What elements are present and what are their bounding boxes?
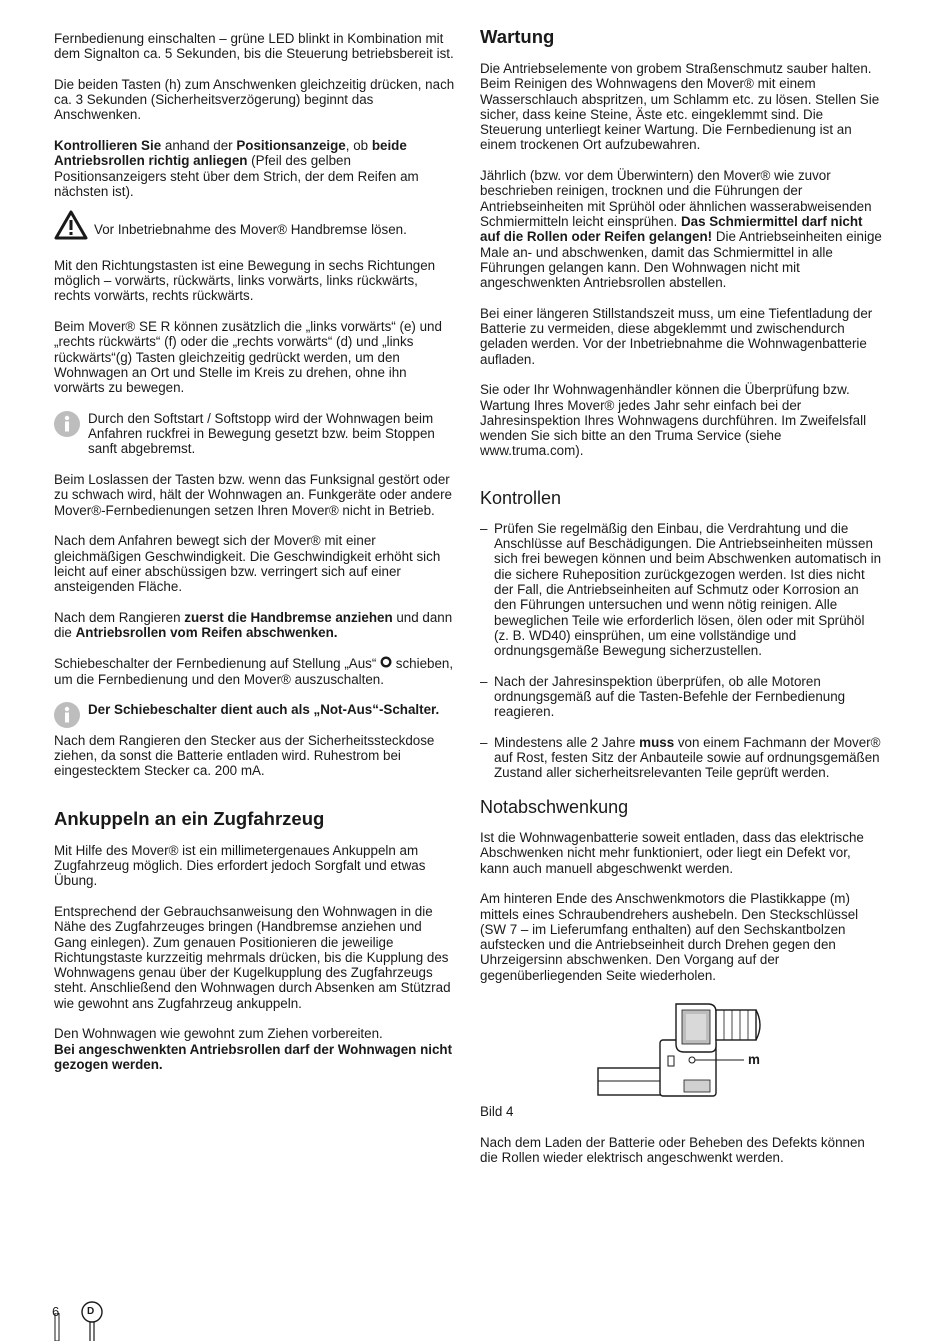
paragraph: Die Antriebselemente von grobem Straßenschmutz sauber halten. Beim Reinigen des Wohnwagens den Mover® mit einem Wasserschlauch abspritzen, um Schlamm etc. zu lösen. Stellen Sie sicher, dass keine Steine, Äste etc. eingeklemmt sind. Die Steuerung unterliegt keiner Wartung. Die Fernbedienung ist an einem trockenen Ort aufzubewahren.	[480, 61, 880, 153]
section-heading: Wartung	[480, 26, 555, 47]
list-item: – Nach der Jahresinspektion überprüfen, ob alle Motoren ordnungsgemäß auf die Tasten-Befehle der Fernbedienung reagieren.	[480, 674, 882, 720]
note-text: Durch den Softstart / Softstopp wird der Wohnwagen beim Anfahren ruckfrei in Bewegung gesetzt bzw. beim Stoppen sanft abgebremst.	[88, 410, 435, 457]
paragraph	[54, 138, 458, 199]
paragraph: Nach dem Anfahren bewegt sich der Mover® mit einer gleichmäßigen Geschwindigkeit. Die Geschwindigkeit erhöht sich leicht auf einer abschüssigen bzw. verringert sich auf einer ansteigenden Fläche.	[54, 533, 441, 595]
bold-text: Bei angeschwenkten Antriebsrollen darf der Wohnwagen nicht gezogen werden.	[54, 1041, 453, 1072]
bold-text: Kontrollieren Sie	[54, 138, 162, 154]
info-note	[54, 411, 458, 457]
warning-triangle-icon	[54, 210, 88, 243]
bold-text: Das Schmiermittel darf nicht auf die Rollen oder Reifen gelangen!	[480, 213, 863, 245]
figure-caption: Bild 4	[480, 1104, 514, 1120]
warning-box	[54, 215, 458, 243]
bold-text: Antriebsrollen vom Reifen abschwenken.	[75, 624, 338, 640]
warning-text: Vor Inbetriebnahme des Mover® Handbremse lösen.	[94, 221, 407, 237]
paragraph: Bei einer längeren Stillstandszeit muss, um eine Tiefentladung der Batterie zu vermeiden, diese abgeklemmt und zwischendurch geladen werden. Vor der Inbetriebnahme die Wohnwagenbatterie aufladen.	[480, 305, 873, 367]
paragraph: Beim Loslassen der Tasten bzw. wenn das Funksignal gestört oder zu schwach wird, hält der Wohnwagen an. Funkgeräte oder andere Mover®-Fernbedienungen setzen Ihren Mover® nicht in Betrieb.	[54, 472, 452, 518]
paragraph: Die beiden Tasten (h) zum Anschwenken gleichzeitig drücken, nach ca. 3 Sekunden (Sicherheitsverzögerung) beginnt das Anschwenken.	[54, 76, 455, 123]
check-list	[480, 521, 882, 781]
paragraph: Am hinteren Ende des Anschwenkmotors die Plastikkappe (m) mittels eines Schraubendrehers aushebeln. Den Steckschlüssel (SW 7 – im Lieferumfang enthalten) auf den Sechskantbolzen aufstecken und die Antriebseinheit durch Drehen gegen den Uhrzeigersinn abschwenken. Den Vorgang auf der gegenüberliegenden Seite wiederholen.	[480, 891, 859, 983]
list-item: – Prüfen Sie regelmäßig den Einbau, die Verdrahtung und die Anschlüsse auf Beschädigungen. Die Antriebseinheiten müssen sich frei bewegen können und beim Abschwenken automatisch in die sichere Ruheposition zurückgezogen werden. Ist dies nicht der Fall, die Antriebseinheiten auf Schmutz oder Korrosion an den Führungen untersuchen und wenn nötig reinigen. Alle beweglichen Teile wie erforderlich lösen, ölen oder mit Sprühöl (z. B. WD40) einsprühen, um eine vollständige und ordnungsgemäße Bewegung sicherzustellen.	[480, 521, 882, 659]
bold-text: zuerst die Handbremse anziehen	[184, 609, 393, 625]
text: Den Wohnwagen wie gewohnt zum Ziehen vorbereiten.	[54, 1026, 383, 1042]
paragraph: Mit Hilfe des Mover® ist ein millimetergenaues Ankuppeln am Zugfahrzeug möglich. Dies erfordert jedoch Sorgfalt und etwas Übung.	[54, 842, 426, 889]
footer-bar	[54, 1313, 62, 1341]
section-heading: Ankuppeln an ein Zugfahrzeug	[54, 807, 325, 829]
paragraph: Entsprechend der Gebrauchsanweisung den Wohnwagen in die Nähe des Zugfahrzeuges bringen (Handbremse anziehen und Gang einlegen). Zum genauen Positionieren die jeweilige Richtungstaste kurzzeitig mehrmals drücken, bis die Kupplung des Wohnwagens genau über der Kugelkupplung des Zugfahrzeugs steht. Anschließend den Wohnwagen durch Absenken am Stützrad wie gewohnt ans Zugfahrzeug ankuppeln.	[54, 903, 451, 1011]
section-heading: Notabschwenkung	[480, 797, 629, 818]
paragraph	[480, 168, 882, 290]
bold-text: Positionsanzeige	[236, 138, 346, 154]
list-item	[480, 735, 882, 781]
text: Jährlich (bzw. vor dem Überwintern) den Mover® wie zuvor beschrieben reinigen, trocknen und die Führungen der Antriebseinheiten mit Sprühöl oder ähnlichen wasserabweisenden Schmiermitteln leicht einsprühen.	[480, 168, 872, 229]
language-code: D	[87, 1306, 95, 1317]
off-position-icon	[380, 656, 392, 671]
note-text: Der Schiebeschalter dient auch als „Not-Aus“-Schalter.	[88, 702, 440, 718]
paragraph	[54, 1026, 458, 1072]
figure-drive-unit	[480, 998, 882, 1098]
paragraph: Fernbedienung einschalten – grüne LED blinkt in Kombination mit dem Signalton ca. 5 Sekunden, bis die Steuerung betriebsbereit ist.	[54, 31, 454, 62]
text: schieben, um die Fernbedienung und den Mover® auszuschalten.	[54, 655, 454, 687]
page-number: 6	[52, 1304, 60, 1319]
text: von einem Fachmann der Mover® auf Rost, festen Sitz der Anbauteile sowie auf ordnungsgemäßen Zustand aller sicherheitsrelevanten Teile geprüft werden.	[494, 734, 881, 781]
info-note	[54, 702, 458, 717]
text: anhand der	[161, 138, 237, 154]
text: , ob	[345, 138, 372, 154]
bold-text: muss	[639, 734, 675, 750]
paragraph: Nach dem Rangieren den Stecker aus der Sicherheitssteckdose ziehen, da sonst die Batterie entladen wird. Ruhestrom bei eingestecktem Stecker ca. 200 mA.	[54, 732, 435, 779]
info-icon	[54, 702, 80, 731]
text: Die Antriebseinheiten einige Male an- und abschwenken, damit das Schmiermittel in alle Führungen gelangen kann. Den Wohnwagen nicht mit angeschwenkten Antriebsrollen abstellen.	[480, 229, 882, 291]
paragraph	[54, 610, 458, 641]
right-column	[480, 26, 882, 1181]
drive-unit-illustration	[480, 998, 882, 1098]
text: (Pfeil des gelben Positionsanzeigers steht über dem Strich, der dem Reifen am nächsten ist).	[54, 153, 419, 199]
text: Mindestens alle 2 Jahre	[494, 734, 640, 750]
paragraph: Nach dem Laden der Batterie oder Beheben des Defekts können die Rollen wieder elektrisch angeschwenkt werden.	[480, 1134, 865, 1166]
text: Nach dem Rangieren	[54, 609, 185, 625]
left-column	[54, 31, 458, 1088]
text: und dann die	[54, 609, 453, 640]
figure-label-m: m	[748, 1052, 760, 1068]
paragraph: Sie oder Ihr Wohnwagenhändler können die Überprüfung bzw. Wartung Ihres Mover® jedes Jahr sehr einfach bei der Jahresinspektion Ihres Wohnwagens durchführen. Im Zweifelsfall wenden Sie sich bitte an den Truma Service (siehe www.truma.com).	[480, 382, 867, 459]
paragraph	[54, 656, 458, 687]
text: Schiebeschalter der Fernbedienung auf Stellung „Aus“	[54, 655, 381, 671]
section-heading: Kontrollen	[480, 487, 562, 508]
info-icon	[54, 411, 80, 440]
page-footer	[52, 1300, 112, 1341]
paragraph: Ist die Wohnwagenbatterie soweit entladen, dass das elektrische Abschwenken nicht mehr funktioniert, oder liegt ein Defekt vor, kann auch manuell abgeschwenkt werden.	[480, 830, 864, 876]
paragraph: Mit den Richtungstasten ist eine Bewegung in sechs Richtungen möglich – vorwärts, rückwärts, links vorwärts, links rückwärts, rechts vorwärts, rechts rückwärts.	[54, 257, 436, 304]
bold-text: beide Antriebsrollen richtig anliegen	[54, 138, 407, 169]
paragraph: Beim Mover® SE R können zusätzlich die „links vorwärts“ (e) und „rechts rückwärts“ (f) oder die „rechts vorwärts“ (d) und „links rückwärts“(g) Tasten gleichzeitig gedrückt werden, um den Wohnwagen an Ort und Stelle im Kreis zu drehen, ohne ihn vorwärts zu bewegen.	[54, 319, 442, 396]
